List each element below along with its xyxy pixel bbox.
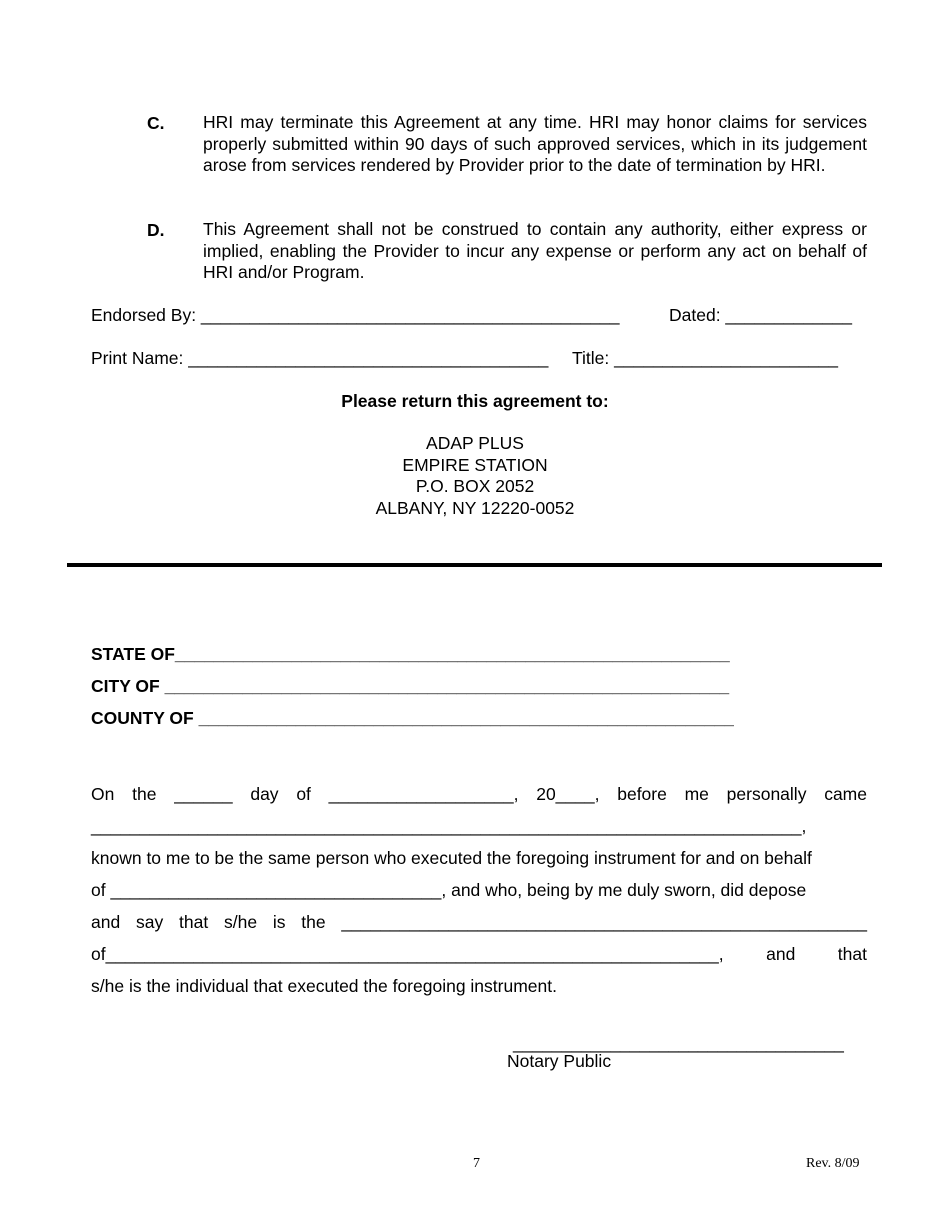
city-field[interactable]: CITY OF __________________________________________________________	[91, 676, 730, 696]
clause-text: This Agreement shall not be construed to contain any authority, either express or implied, enabling the Provider to incur any expense or perform any act on behalf of HRI and/or Program.	[203, 219, 867, 282]
section-divider	[67, 563, 882, 567]
acknowledgement-line-7: s/he is the individual that executed the foregoing instrument.	[91, 976, 557, 996]
address-line: EMPIRE STATION	[402, 454, 548, 475]
dated-field[interactable]: Dated: _____________	[669, 305, 852, 325]
notary-signature-line[interactable]: __________________________________	[513, 1033, 844, 1053]
endorsed-by-field[interactable]: Endorsed By: ___________________________________________	[91, 305, 620, 325]
clause-letter: D.	[147, 220, 165, 240]
return-address	[0, 433, 950, 519]
address-line: P.O. BOX 2052	[415, 476, 535, 496]
personally-came-name-field[interactable]: _________________________________________________________________________,	[91, 816, 807, 836]
return-heading: Please return this agreement to:	[341, 391, 609, 411]
on-behalf-of-field[interactable]: of __________________________________, and who, being by me duly sworn, did depose	[91, 880, 807, 900]
address-line: ADAP PLUS	[426, 433, 524, 453]
notary-public-label: Notary Public	[507, 1051, 612, 1071]
acknowledgement-line-5[interactable]: and say that s/he is the ______________________________________________________	[91, 912, 867, 932]
county-field[interactable]: COUNTY OF _______________________________________________________	[91, 708, 734, 728]
clause-text: HRI may terminate this Agreement at any time. HRI may honor claims for services properly submitted within 90 days of such approved services, which in its judgement arose from services rendered by Provider prior to the date of termination by HRI.	[203, 112, 867, 175]
revision-label: Rev. 8/09	[806, 1156, 860, 1171]
state-field[interactable]: STATE OF_________________________________________________________	[91, 644, 730, 664]
acknowledgement-line-1[interactable]: On the ______ day of ___________________, 20____, before me personally came	[91, 784, 867, 804]
acknowledgement-line-3: known to me to be the same person who executed the foregoing instrument for and on behalf	[91, 848, 812, 868]
acknowledgement-line-6[interactable]: of_______________________________________________________________, and that	[91, 944, 867, 964]
page-number: 7	[473, 1156, 480, 1171]
title-field[interactable]: Title: _______________________	[572, 348, 838, 368]
clause-letter: C.	[147, 113, 165, 133]
print-name-field[interactable]: Print Name: _____________________________________	[91, 348, 549, 368]
address-line: ALBANY, NY 12220-0052	[375, 497, 575, 518]
